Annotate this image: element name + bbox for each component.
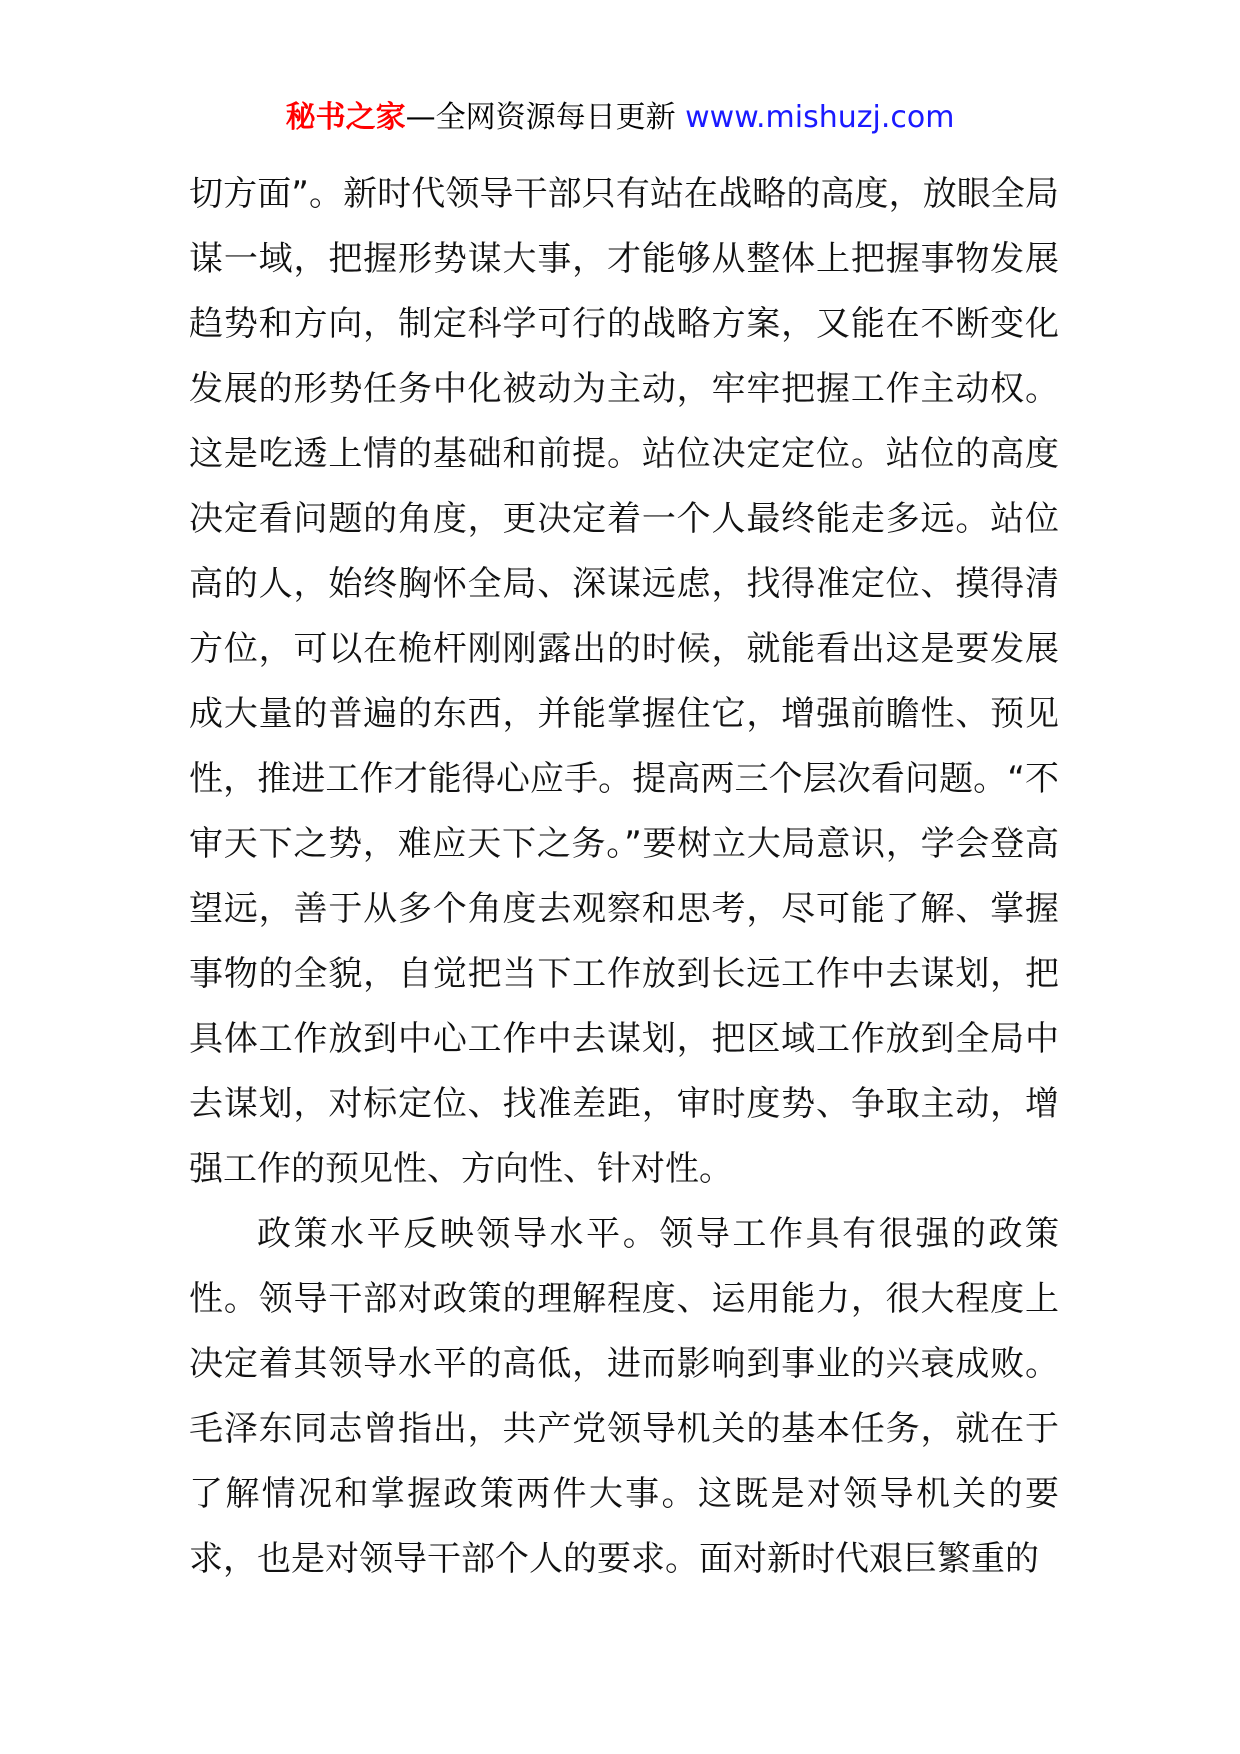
- page-header: [0, 98, 1240, 138]
- body-paragraph: 政策水平反映领导水平。领导工作具有很强的政策性。领导干部对政策的理解程度、运用能力，很大程度上决定着其领导水平的高低，进而影响到事业的兴衰成败。毛泽东同志曾指出，共产党领导机关的基本任务，就在于了解情况和掌握政策两件大事。这既是对领导机关的要求，也是对领导干部个人的要求。面对新时代艰巨繁重的: [189, 1214, 1059, 1579]
- document-body: [189, 162, 1059, 1592]
- header-tagline: —全网资源每日更新: [405, 100, 676, 135]
- brand-name: 秘书之家: [285, 100, 406, 135]
- body-paragraph: 切方面”。新时代领导干部只有站在战略的高度，放眼全局谋一域，把握形势谋大事，才能够从整体上把握事物发展趋势和方向，制定科学可行的战略方案，又能在不断变化发展的形势任务中化被动为主动，牢牢把握工作主动权。这是吃透上情的基础和前提。站位决定定位。站位的高度决定看问题的角度，更决定着一个人最终能走多远。站位高的人，始终胸怀全局、深谋远虑，找得准定位、摸得清方位，可以在桅杆刚刚露出的时候，就能看出这是要发展成大量的普遍的东西，并能掌握住它，增强前瞻性、预见性，推进工作才能得心应手。提高两三个层次看问题。“不审天下之势，难应天下之务。”要树立大局意识，学会登高望远，善于从多个角度去观察和思考，尽可能了解、掌握事物的全貌，自觉把当下工作放到长远工作中去谋划，把具体工作放到中心工作中去谋划，把区域工作放到全局中去谋划，对标定位、找准差距，审时度势、争取主动，增强工作的预见性、方向性、针对性。: [189, 174, 1059, 1189]
- site-url: www.mishuzj.com: [685, 100, 955, 135]
